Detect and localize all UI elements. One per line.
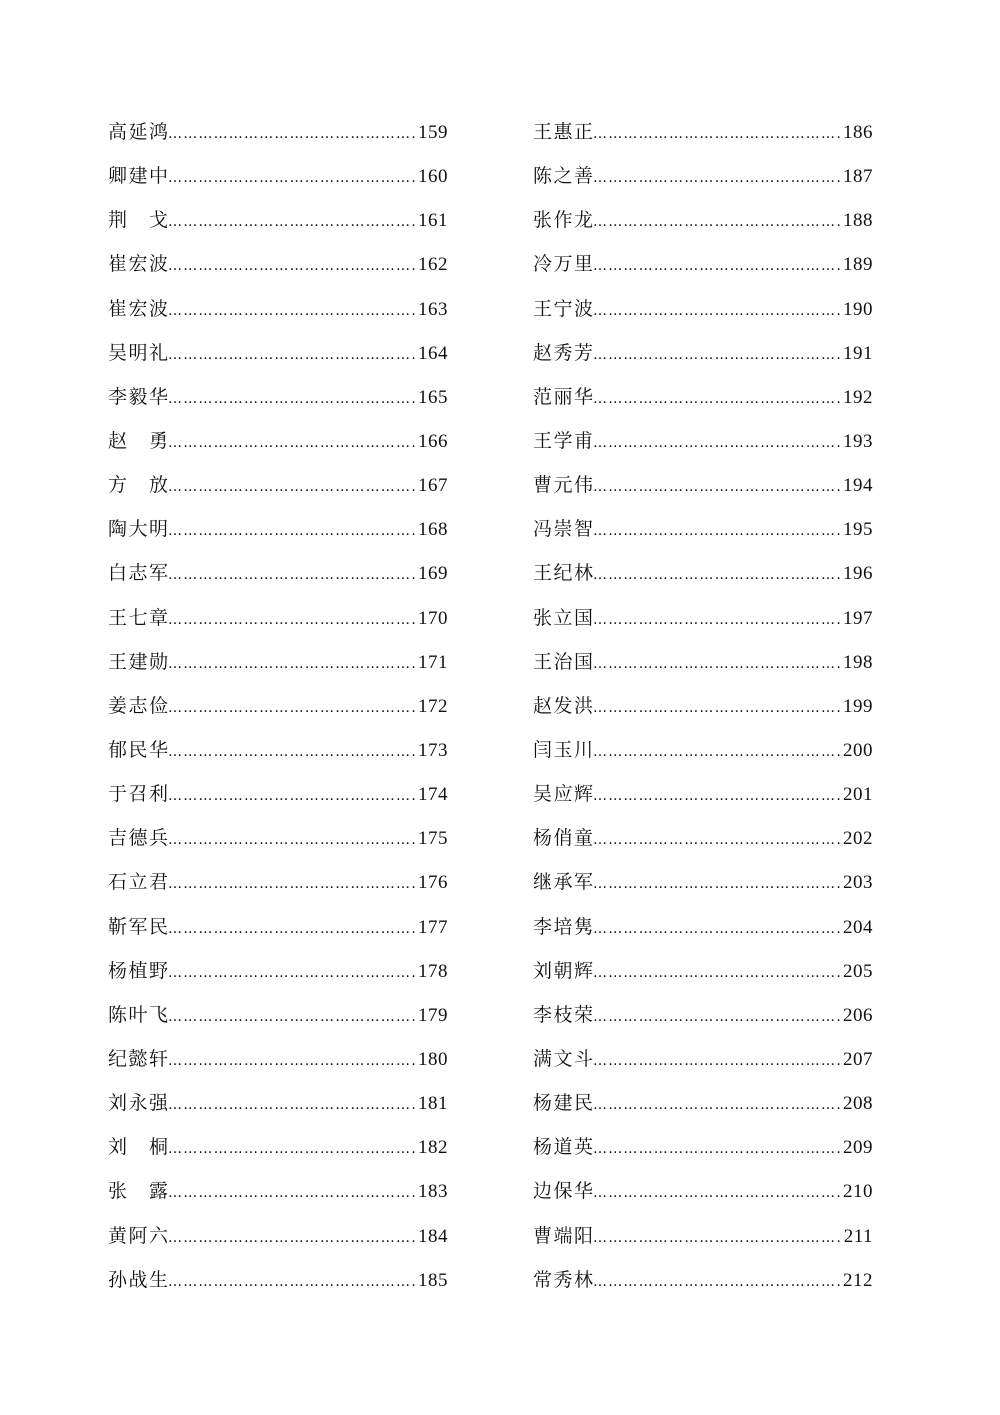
entry-name: 刘 桐: [108, 1136, 168, 1159]
toc-entry[interactable]: [108, 375, 448, 419]
toc-entry[interactable]: [533, 507, 873, 551]
entry-name: 崔 宏 波: [108, 253, 168, 276]
entry-page-number: 181: [418, 1093, 448, 1115]
entry-page-number: 183: [418, 1181, 448, 1203]
entry-page-number: 208: [843, 1093, 873, 1115]
entry-page-number: 211: [843, 1225, 873, 1247]
entry-page-number: 160: [418, 166, 448, 188]
entry-name: 白 志 军: [108, 562, 168, 585]
entry-name: 陈 叶 飞: [108, 1003, 168, 1026]
toc-entry[interactable]: [533, 728, 873, 772]
entry-page-number: 195: [843, 519, 873, 541]
entry-name: 王 治 国: [533, 650, 593, 673]
dot-leader: [593, 1260, 841, 1304]
entry-name: 刘 永 强: [108, 1092, 168, 1115]
toc-entry[interactable]: [533, 1081, 873, 1125]
toc-entry[interactable]: [533, 463, 873, 507]
dot-leader: [168, 289, 416, 333]
entry-page-number: 186: [843, 122, 873, 143]
entry-page-number: 165: [418, 386, 448, 408]
entry-page-number: 162: [418, 254, 448, 276]
entry-name: 陈 之 善: [533, 165, 593, 188]
toc-entry[interactable]: [108, 1169, 448, 1213]
entry-page-number: 201: [843, 784, 873, 806]
dot-leader: [168, 1039, 416, 1083]
toc-entry[interactable]: [533, 154, 873, 198]
toc-entry[interactable]: [533, 1214, 873, 1258]
entry-name: 于 召 利: [108, 783, 168, 806]
dot-leader: [593, 465, 841, 509]
toc-entry[interactable]: [533, 1258, 873, 1302]
entry-name: 高 延 鸿: [108, 121, 168, 143]
dot-leader: [168, 1216, 416, 1260]
dot-leader: [168, 1083, 416, 1127]
dot-leader: [168, 112, 416, 156]
entry-page-number: 187: [843, 166, 873, 188]
toc-entry[interactable]: [533, 772, 873, 816]
toc-entry[interactable]: [108, 551, 448, 595]
entry-name: 王 惠 正: [533, 121, 593, 143]
entry-name: 杨 植 野: [108, 959, 168, 982]
entry-page-number: 173: [418, 739, 448, 761]
entry-name: 杨 建 民: [533, 1092, 593, 1115]
dot-leader: [593, 774, 841, 818]
entry-name: 石 立 君: [108, 871, 168, 894]
dot-leader: [593, 907, 841, 951]
entry-page-number: 200: [843, 739, 873, 761]
entry-page-number: 176: [418, 872, 448, 894]
entry-name: 吉 德 兵: [108, 827, 168, 850]
entry-page-number: 161: [418, 210, 448, 232]
dot-leader: [593, 200, 841, 244]
entry-name: 王 建 勋: [108, 650, 168, 673]
toc-entry[interactable]: [533, 551, 873, 595]
dot-leader: [593, 333, 841, 377]
entry-name: 靳 军 民: [108, 915, 168, 938]
entry-name: 黄 阿 六: [108, 1224, 168, 1247]
entry-page-number: 202: [843, 828, 873, 850]
dot-leader: [168, 1260, 416, 1304]
entry-page-number: 175: [418, 828, 448, 850]
entry-page-number: 209: [843, 1137, 873, 1159]
toc-entry[interactable]: [108, 949, 448, 993]
entry-name: 满 文 斗: [533, 1047, 593, 1070]
toc-entry[interactable]: [108, 728, 448, 772]
entry-name: 杨 道 英: [533, 1136, 593, 1159]
dot-leader: [168, 465, 416, 509]
entry-page-number: 212: [843, 1269, 873, 1291]
toc-entry[interactable]: [108, 419, 448, 463]
entry-name: 曹 端 阳: [533, 1224, 593, 1247]
entry-page-number: 185: [418, 1269, 448, 1291]
toc-entry[interactable]: [533, 905, 873, 949]
entry-name: 吴 应 辉: [533, 783, 593, 806]
entry-page-number: 199: [843, 695, 873, 717]
toc-entry[interactable]: [108, 242, 448, 286]
entry-name: 方 放: [108, 474, 168, 497]
dot-leader: [593, 730, 841, 774]
entry-page-number: 164: [418, 342, 448, 364]
toc-entry[interactable]: [533, 684, 873, 728]
entry-page-number: 159: [418, 122, 448, 143]
entry-page-number: 189: [843, 254, 873, 276]
dot-leader: [168, 333, 416, 377]
entry-name: 张 露: [108, 1180, 168, 1203]
dot-leader: [593, 642, 841, 686]
dot-leader: [593, 377, 841, 421]
entry-name: 郁 民 华: [108, 738, 168, 761]
entry-name: 纪 懿 轩: [108, 1047, 168, 1070]
dot-leader: [168, 1127, 416, 1171]
toc-entry[interactable]: [533, 198, 873, 242]
toc-entry[interactable]: [108, 507, 448, 551]
entry-name: 杨 俏 童: [533, 827, 593, 850]
dot-leader: [168, 951, 416, 995]
entry-page-number: 210: [843, 1181, 873, 1203]
entry-name: 张 作 龙: [533, 209, 593, 232]
entry-page-number: 177: [418, 916, 448, 938]
toc-entry[interactable]: [533, 287, 873, 331]
dot-leader: [593, 1127, 841, 1171]
dot-leader: [593, 686, 841, 730]
entry-page-number: 184: [418, 1225, 448, 1247]
dot-leader: [168, 774, 416, 818]
toc-entry[interactable]: [108, 110, 448, 154]
dot-leader: [593, 289, 841, 333]
entry-name: 范 丽 华: [533, 385, 593, 408]
entry-page-number: 172: [418, 695, 448, 717]
entry-page-number: 192: [843, 386, 873, 408]
toc-entry[interactable]: [533, 816, 873, 860]
entry-name: 王 宁 波: [533, 297, 593, 320]
entry-name: 冷 万 里: [533, 253, 593, 276]
dot-leader: [168, 1171, 416, 1215]
entry-name: 荆 戈: [108, 209, 168, 232]
toc-entry[interactable]: [533, 375, 873, 419]
entry-name: 刘 朝 辉: [533, 959, 593, 982]
entry-page-number: 167: [418, 475, 448, 497]
dot-leader: [168, 818, 416, 862]
toc-entry[interactable]: [533, 1125, 873, 1169]
toc-entry[interactable]: [108, 1258, 448, 1302]
entry-name: 陶 大 明: [108, 518, 168, 541]
dot-leader: [593, 1171, 841, 1215]
toc-entry[interactable]: [108, 1037, 448, 1081]
dot-leader: [593, 112, 841, 156]
dot-leader: [168, 907, 416, 951]
toc-entry[interactable]: [533, 242, 873, 286]
entry-name: 曹 元 伟: [533, 474, 593, 497]
entry-name: 崔 宏 波: [108, 297, 168, 320]
entry-page-number: 180: [418, 1048, 448, 1070]
toc-column-left: [108, 110, 448, 1302]
toc-entry[interactable]: [533, 110, 873, 154]
dot-leader: [593, 509, 841, 553]
entry-name: 姜 志 俭: [108, 694, 168, 717]
dot-leader: [168, 598, 416, 642]
entry-page-number: 205: [843, 960, 873, 982]
dot-leader: [593, 244, 841, 288]
dot-leader: [593, 818, 841, 862]
entry-page-number: 191: [843, 342, 873, 364]
toc-column-right: [533, 110, 873, 1302]
entry-page-number: 198: [843, 651, 873, 673]
entry-page-number: 182: [418, 1137, 448, 1159]
toc-entry[interactable]: [108, 816, 448, 860]
dot-leader: [168, 862, 416, 906]
entry-name: 赵 发 洪: [533, 694, 593, 717]
entry-page-number: 207: [843, 1048, 873, 1070]
entry-page-number: 194: [843, 475, 873, 497]
toc-entry[interactable]: [533, 331, 873, 375]
entry-name: 边 保 华: [533, 1180, 593, 1203]
toc-entry[interactable]: [108, 1214, 448, 1258]
dot-leader: [168, 244, 416, 288]
toc-entry[interactable]: [108, 993, 448, 1037]
toc-entry[interactable]: [533, 860, 873, 904]
entry-name: 李 毅 华: [108, 385, 168, 408]
entry-page-number: 169: [418, 563, 448, 585]
entry-name: 卿 建 中: [108, 165, 168, 188]
entry-name: 张 立 国: [533, 606, 593, 629]
toc-entry[interactable]: [533, 993, 873, 1037]
toc-entry[interactable]: [108, 287, 448, 331]
entry-page-number: 166: [418, 430, 448, 452]
entry-page-number: 197: [843, 607, 873, 629]
entry-page-number: 196: [843, 563, 873, 585]
entry-page-number: 171: [418, 651, 448, 673]
toc-entry[interactable]: [108, 154, 448, 198]
toc-entry[interactable]: [533, 1037, 873, 1081]
entry-name: 王 七 章: [108, 606, 168, 629]
entry-name: 李 培 隽: [533, 915, 593, 938]
entry-name: 王 学 甫: [533, 429, 593, 452]
dot-leader: [168, 730, 416, 774]
entry-page-number: 179: [418, 1004, 448, 1026]
dot-leader: [168, 686, 416, 730]
dot-leader: [593, 995, 841, 1039]
toc-entry[interactable]: [108, 640, 448, 684]
dot-leader: [168, 553, 416, 597]
entry-page-number: 206: [843, 1004, 873, 1026]
dot-leader: [168, 200, 416, 244]
entry-page-number: 188: [843, 210, 873, 232]
dot-leader: [168, 156, 416, 200]
toc-entry[interactable]: [108, 1081, 448, 1125]
toc-entry[interactable]: [108, 684, 448, 728]
entry-name: 王 纪 林: [533, 562, 593, 585]
dot-leader: [593, 598, 841, 642]
dot-leader: [593, 862, 841, 906]
entry-page-number: 168: [418, 519, 448, 541]
entry-name: 冯 崇 智: [533, 518, 593, 541]
dot-leader: [168, 377, 416, 421]
toc-entry[interactable]: [108, 331, 448, 375]
dot-leader: [593, 1216, 842, 1260]
dot-leader: [593, 156, 841, 200]
dot-leader: [168, 995, 416, 1039]
toc-entry[interactable]: [533, 419, 873, 463]
toc-entry[interactable]: [108, 860, 448, 904]
toc-entry[interactable]: [533, 1169, 873, 1213]
dot-leader: [593, 951, 841, 995]
entry-name: 赵 秀 芳: [533, 341, 593, 364]
dot-leader: [593, 553, 841, 597]
entry-page-number: 190: [843, 298, 873, 320]
entry-page-number: 174: [418, 784, 448, 806]
dot-leader: [168, 642, 416, 686]
entry-page-number: 203: [843, 872, 873, 894]
toc-entry[interactable]: [108, 463, 448, 507]
entry-name: 李 枝 荣: [533, 1003, 593, 1026]
toc-entry[interactable]: [533, 640, 873, 684]
entry-name: 孙 战 生: [108, 1268, 168, 1291]
toc-entry[interactable]: [533, 596, 873, 640]
dot-leader: [168, 421, 416, 465]
entry-page-number: 163: [418, 298, 448, 320]
dot-leader: [593, 1083, 841, 1127]
toc-entry[interactable]: [108, 596, 448, 640]
dot-leader: [168, 509, 416, 553]
entry-name: 闫 玉 川: [533, 738, 593, 761]
toc-entry[interactable]: [108, 1125, 448, 1169]
entry-page-number: 170: [418, 607, 448, 629]
entry-name: 继 承 军: [533, 871, 593, 894]
entry-page-number: 193: [843, 430, 873, 452]
entry-page-number: 204: [843, 916, 873, 938]
entry-name: 赵 勇: [108, 429, 168, 452]
dot-leader: [593, 1039, 841, 1083]
entry-page-number: 178: [418, 960, 448, 982]
toc-entry[interactable]: [108, 772, 448, 816]
toc-entry[interactable]: [533, 949, 873, 993]
entry-name: 吴 明 礼: [108, 341, 168, 364]
toc-entry[interactable]: [108, 905, 448, 949]
dot-leader: [593, 421, 841, 465]
toc-entry[interactable]: [108, 198, 448, 242]
entry-name: 常 秀 林: [533, 1268, 593, 1291]
